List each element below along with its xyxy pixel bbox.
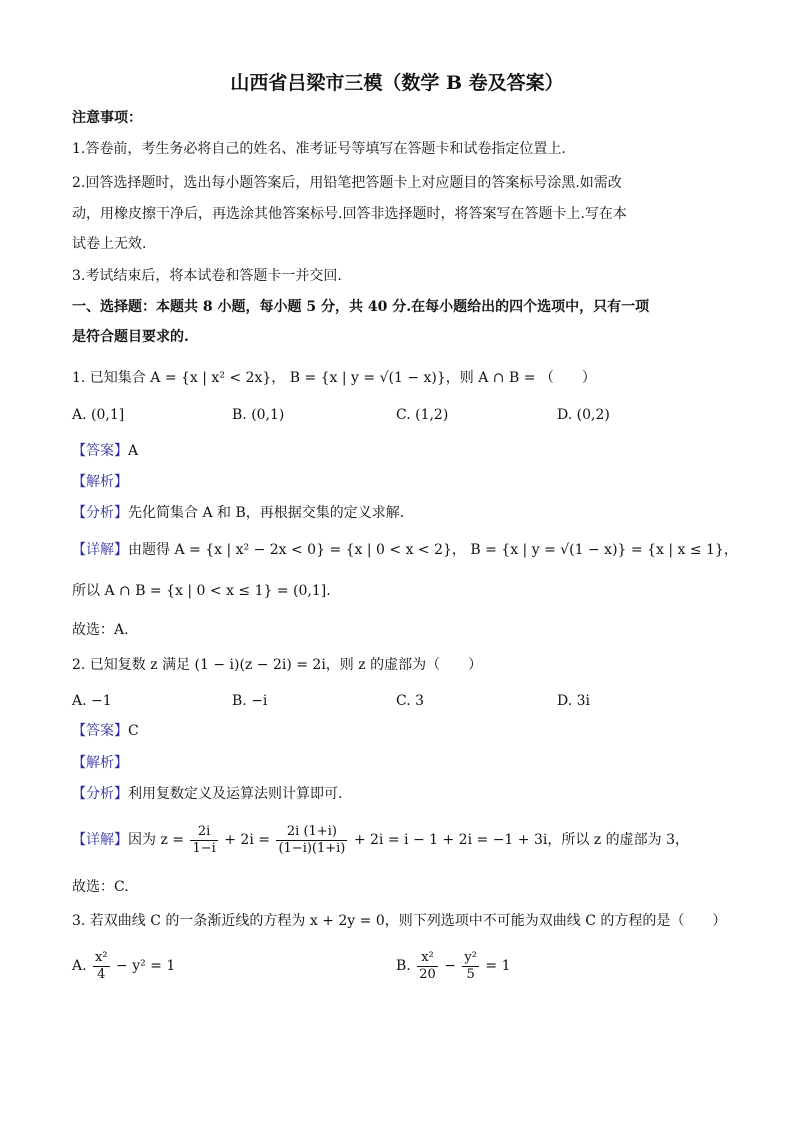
notice-heading: 注意事项： (72, 110, 142, 126)
question-1-option-a: A. (0,1] (72, 407, 125, 423)
fenxi-tag: 【分析】 (72, 505, 128, 521)
section-heading-line-2: 是符合题目要求的. (72, 329, 189, 345)
question-2-stem: 2. 已知复数 z 满足 (1 − i)(z − 2i) = 2i，则 z 的虚部为（ ） (72, 657, 483, 673)
fraction-1-denominator: 1−i (192, 840, 216, 856)
detail-tag: 【详解】 (72, 832, 128, 848)
option-a-label: A. (72, 958, 87, 974)
analysis-tag: 【解析】 (72, 755, 128, 771)
option-b-rest: = 1 (485, 958, 511, 974)
question-1-answer (72, 441, 138, 461)
fraction-2 (276, 824, 347, 857)
question-1-stem: 1. 已知集合 A = {x | x² < 2x}， B = {x | y = √(1 − x)}，则 A ∩ B = （ ） (72, 370, 596, 386)
question-1-analysis-tag (72, 472, 128, 492)
question-1-detail (72, 540, 738, 560)
option-b-fraction-1 (417, 950, 438, 983)
option-a-numerator: x² (95, 949, 108, 965)
question-3-stem: 3. 若双曲线 C 的一条渐近线的方程为 x + 2y = 0，则下列选项中不可能为双曲线 C 的方程的是（ ） (72, 913, 727, 929)
detail-tag: 【详解】 (72, 542, 128, 558)
detail-prefix: 因为 z = (128, 832, 185, 848)
fraction-2-numerator: 2i (1+i) (276, 824, 347, 841)
option-b-denominator-2: 5 (466, 966, 475, 982)
option-b-numerator-1: x² (417, 950, 438, 967)
question-1-option-d: D. (0,2) (557, 407, 610, 423)
fraction-2-denominator: (1−i)(1+i) (278, 840, 346, 856)
question-2-analysis-tag (72, 753, 128, 773)
question-2-option-c: C. 3 (396, 693, 425, 709)
fenxi-tag: 【分析】 (72, 786, 128, 802)
option-a-rest: − y² = 1 (116, 958, 176, 974)
answer-value: C (128, 723, 139, 739)
notice-item-2-line-3: 试卷上无效. (72, 236, 147, 252)
answer-tag: 【答案】 (72, 723, 128, 739)
question-1-option-b: B. (0,1) (232, 407, 285, 423)
notice-item-3: 3.考试结束后，将本试卷和答题卡一并交回. (72, 268, 342, 284)
option-b-denominator-1: 20 (419, 966, 436, 982)
notice-item-2-line-1: 2.回答选择题时，选出每小题答案后，用铅笔把答题卡上对应题目的答案标号涂黑.如需改 (72, 175, 622, 191)
detail-suffix: + 2i = i − 1 + 2i = −1 + 3i，所以 z 的虚部为 3， (353, 832, 689, 848)
question-3-option-b: B. $\frac{\text{x²}}{20}$ − $\frac{\text{y²}}{5}$ = 1 (396, 949, 511, 982)
question-1-fenxi (72, 503, 414, 523)
detail-text: 由题得 A = {x | x² − 2x < 0} = {x | 0 < x < 2}， B = {x | y = √(1 − x)} = {x | x ≤ 1}， (128, 542, 738, 558)
question-2-option-a: A. −1 (72, 693, 112, 709)
answer-value: A (128, 443, 139, 459)
option-b-label: B. (396, 958, 411, 974)
fraction-1-numerator: 2i (190, 824, 217, 841)
fraction-1 (190, 824, 217, 857)
analysis-tag: 【解析】 (72, 474, 128, 490)
question-2-option-d: D. 3i (557, 693, 591, 709)
question-1-conclusion: 所以 A ∩ B = {x | 0 < x ≤ 1} = (0,1]. (72, 583, 331, 599)
option-b-fraction-2 (462, 950, 479, 983)
question-1-option-c: C. (1,2) (396, 407, 449, 423)
question-3-option-a (72, 945, 175, 987)
option-a-denominator: 4 (97, 966, 106, 982)
question-1-choose: 故选：A. (72, 622, 129, 638)
fenxi-text: 先化简集合 A 和 B，再根据交集的定义求解． (128, 505, 414, 521)
option-a-fraction (93, 950, 110, 983)
answer-tag: 【答案】 (72, 443, 128, 459)
detail-middle: + 2i = (224, 832, 270, 848)
question-2-fenxi (72, 784, 342, 804)
question-2-choose: 故选：C. (72, 879, 129, 895)
fenxi-text: 利用复数定义及运算法则计算即可. (128, 786, 343, 802)
notice-item-1: 1.答卷前，考生务必将自己的姓名、准考证号等填写在答题卡和试卷指定位置上. (72, 141, 566, 157)
option-b-numerator-2: y² (464, 949, 477, 965)
section-heading-line-1: 一、选择题：本题共 8 小题，每小题 5 分，共 40 分.在每小题给出的四个选项中，只有一项 (72, 299, 650, 315)
page-title: 山西省吕梁市三模（数学 B 卷及答案） (230, 72, 564, 94)
question-2-option-b: B. −i (232, 693, 268, 709)
notice-item-2-line-2: 动，用橡皮擦干净后，再选涂其他答案标号.回答非选择题时，将答案写在答题卡上.写在本 (72, 206, 627, 222)
question-2-answer (72, 721, 139, 741)
question-2-detail (72, 820, 689, 860)
